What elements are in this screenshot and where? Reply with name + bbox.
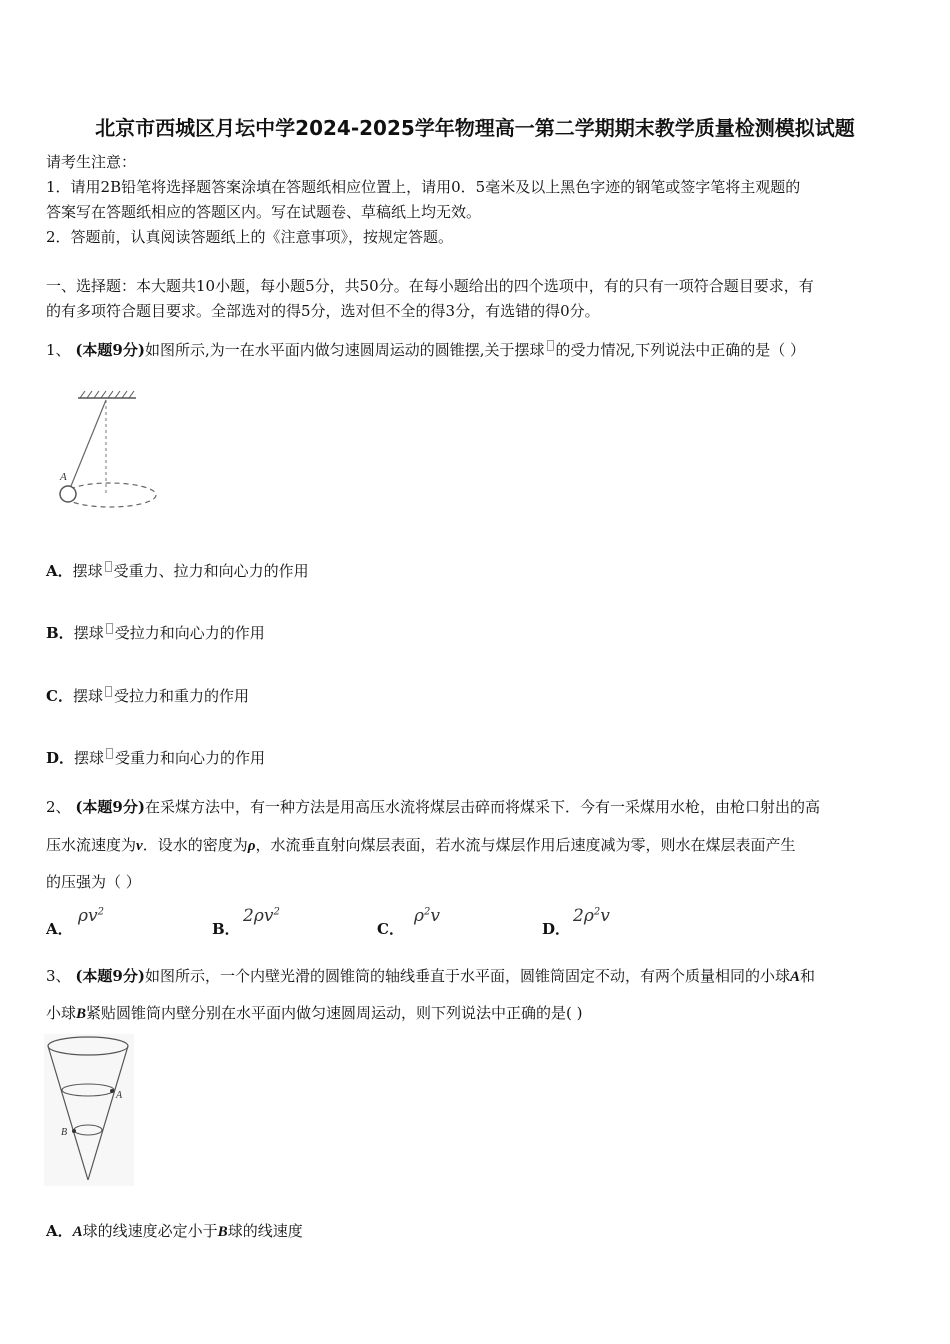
question-stem-part: ，水流垂直射向煤层表面，若水流与煤层作用后速度减为零，则水在煤层表面产生 [255, 836, 796, 854]
question-stem-part: 在采煤方法中，有一种方法是用高压水流将煤层击碎而将煤采下．今有一采煤用水枪，由枪口射出的高 [144, 798, 820, 816]
formula-base: ρ [414, 906, 424, 926]
formula-exponent: 2 [424, 906, 431, 918]
option-letter: B． [46, 624, 74, 642]
question-2-option-a [46, 918, 73, 939]
figure-label-a: A [60, 471, 67, 483]
question-3-stem-line-1 [46, 966, 815, 987]
question-stem-part: 压水流速度为 [46, 836, 137, 854]
question-1-stem [46, 340, 805, 360]
notice-item-2: 2．答题前，认真阅读答题纸上的《注意事项》，按规定答题。 [46, 228, 454, 246]
option-letter: D． [542, 920, 571, 938]
variable-rho: ρ [247, 838, 256, 854]
option-letter: C． [46, 687, 73, 705]
question-1-option-b [46, 623, 265, 643]
option-text: 球的线速度 [227, 1222, 303, 1240]
option-letter: A． [46, 562, 73, 580]
option-text: 球的线速度必定小于 [82, 1222, 218, 1240]
variable-b: B [217, 1224, 228, 1240]
variable-a: A [72, 1224, 83, 1240]
question-score: (本题9分) [75, 798, 145, 816]
formula-base: ρ [583, 906, 594, 926]
question-number: 3、 [46, 967, 71, 985]
option-letter: A． [46, 1222, 73, 1240]
option-text: 受拉力和向心力的作用 [114, 624, 265, 642]
placeholder-box-icon [547, 340, 554, 351]
formula-exponent: 2 [97, 906, 104, 918]
question-1-option-c [46, 686, 249, 706]
conical-pendulum-figure [54, 388, 164, 514]
question-2-stem-line-2 [46, 835, 795, 856]
question-stem-part: ．设水的密度为 [142, 836, 248, 854]
formula-2-rho-v-squared [243, 906, 280, 926]
page-title: 北京市西城区月坛中学2024-2025学年物理高一第二学期期末教学质量检测模拟试题 [95, 116, 855, 140]
formula-base: ρv [253, 906, 274, 926]
option-text: 摆球 [72, 687, 103, 705]
question-2-stem-line-3: 的压强为（ ） [46, 873, 141, 891]
question-stem-part: 和 [800, 967, 816, 985]
formula-2-rho-squared-v [573, 906, 610, 926]
formula-rho-squared-v [414, 906, 440, 926]
formula-base: ρv [78, 906, 98, 926]
figure-label-b: B [61, 1127, 68, 1138]
variable-a: A [789, 969, 800, 985]
question-2-stem-line-1 [46, 797, 820, 817]
option-text: 受拉力和重力的作用 [113, 687, 249, 705]
placeholder-box-icon [106, 748, 113, 759]
formula-exponent: 2 [593, 906, 601, 918]
question-stem-part: 的受力情况,下列说法中正确的是（ ） [555, 341, 806, 359]
variable-b: B [76, 1006, 87, 1022]
option-letter: D． [46, 749, 75, 767]
placeholder-box-icon [106, 623, 113, 634]
question-stem-part: 小球 [46, 1004, 77, 1022]
question-2-option-b [212, 918, 240, 939]
question-score: (本题9分) [75, 341, 145, 359]
question-stem-part: 紧贴圆锥筒内壁分别在水平面内做匀速圆周运动，则下列说法中正确的是( ) [86, 1004, 583, 1022]
formula-exponent: 2 [273, 906, 280, 918]
formula-tail: v [430, 906, 440, 926]
placeholder-box-icon [105, 561, 112, 572]
question-stem-part: 如图所示，一个内壁光滑的圆锥筒的轴线垂直于水平面，圆锥筒固定不动，有两个质量相同的小球 [144, 967, 790, 985]
notice-heading: 请考生注意： [46, 153, 137, 171]
option-text: 摆球 [73, 624, 104, 642]
section-instructions-line-2: 的有多项符合题目要求。全部选对的得5分，选对但不全的得3分，有选错的得0分。 [46, 302, 600, 320]
option-letter: B． [212, 920, 240, 938]
question-3-stem-line-2 [46, 1003, 583, 1024]
option-letter: A． [46, 920, 73, 938]
question-3-option-a [46, 1221, 303, 1242]
question-number: 2、 [46, 798, 71, 816]
formula-rho-v-squared [78, 906, 104, 926]
option-text: 受重力和向心力的作用 [115, 749, 266, 767]
question-score: (本题9分) [75, 967, 145, 985]
variable-v: v [136, 838, 143, 854]
option-text: 摆球 [72, 562, 103, 580]
question-stem-part: 如图所示,为一在水平面内做匀速圆周运动的圆锥摆,关于摆球 [144, 341, 545, 359]
notice-item-1-line-2: 答案写在答题纸相应的答题区内。写在试题卷、草稿纸上均无效。 [46, 203, 482, 221]
option-letter: C． [377, 920, 404, 938]
option-text: 摆球 [74, 749, 105, 767]
section-instructions-line-1: 一、选择题：本大题共10小题，每小题5分，共50分。在每小题给出的四个选项中，有的只有一项符合题目要求，有 [46, 277, 814, 295]
question-number: 1、 [46, 341, 71, 359]
question-2-options [46, 906, 946, 940]
question-2-option-c [377, 918, 404, 939]
question-2-option-d [542, 918, 570, 939]
notice-item-1-line-1: 1．请用2B铅笔将选择题答案涂填在答题纸相应位置上，请用0．5毫米及以上黑色字迹的钢笔或签字笔将主观题的 [46, 178, 801, 196]
question-1-option-d [46, 748, 265, 768]
formula-coefficient: 2 [573, 906, 584, 926]
cone-figure [44, 1034, 134, 1186]
placeholder-box-icon [105, 686, 112, 697]
figure-label-a: A [116, 1090, 123, 1101]
option-text: 受重力、拉力和向心力的作用 [113, 562, 309, 580]
formula-coefficient: 2 [243, 906, 254, 926]
formula-tail: v [600, 906, 610, 926]
question-1-option-a [46, 561, 309, 581]
